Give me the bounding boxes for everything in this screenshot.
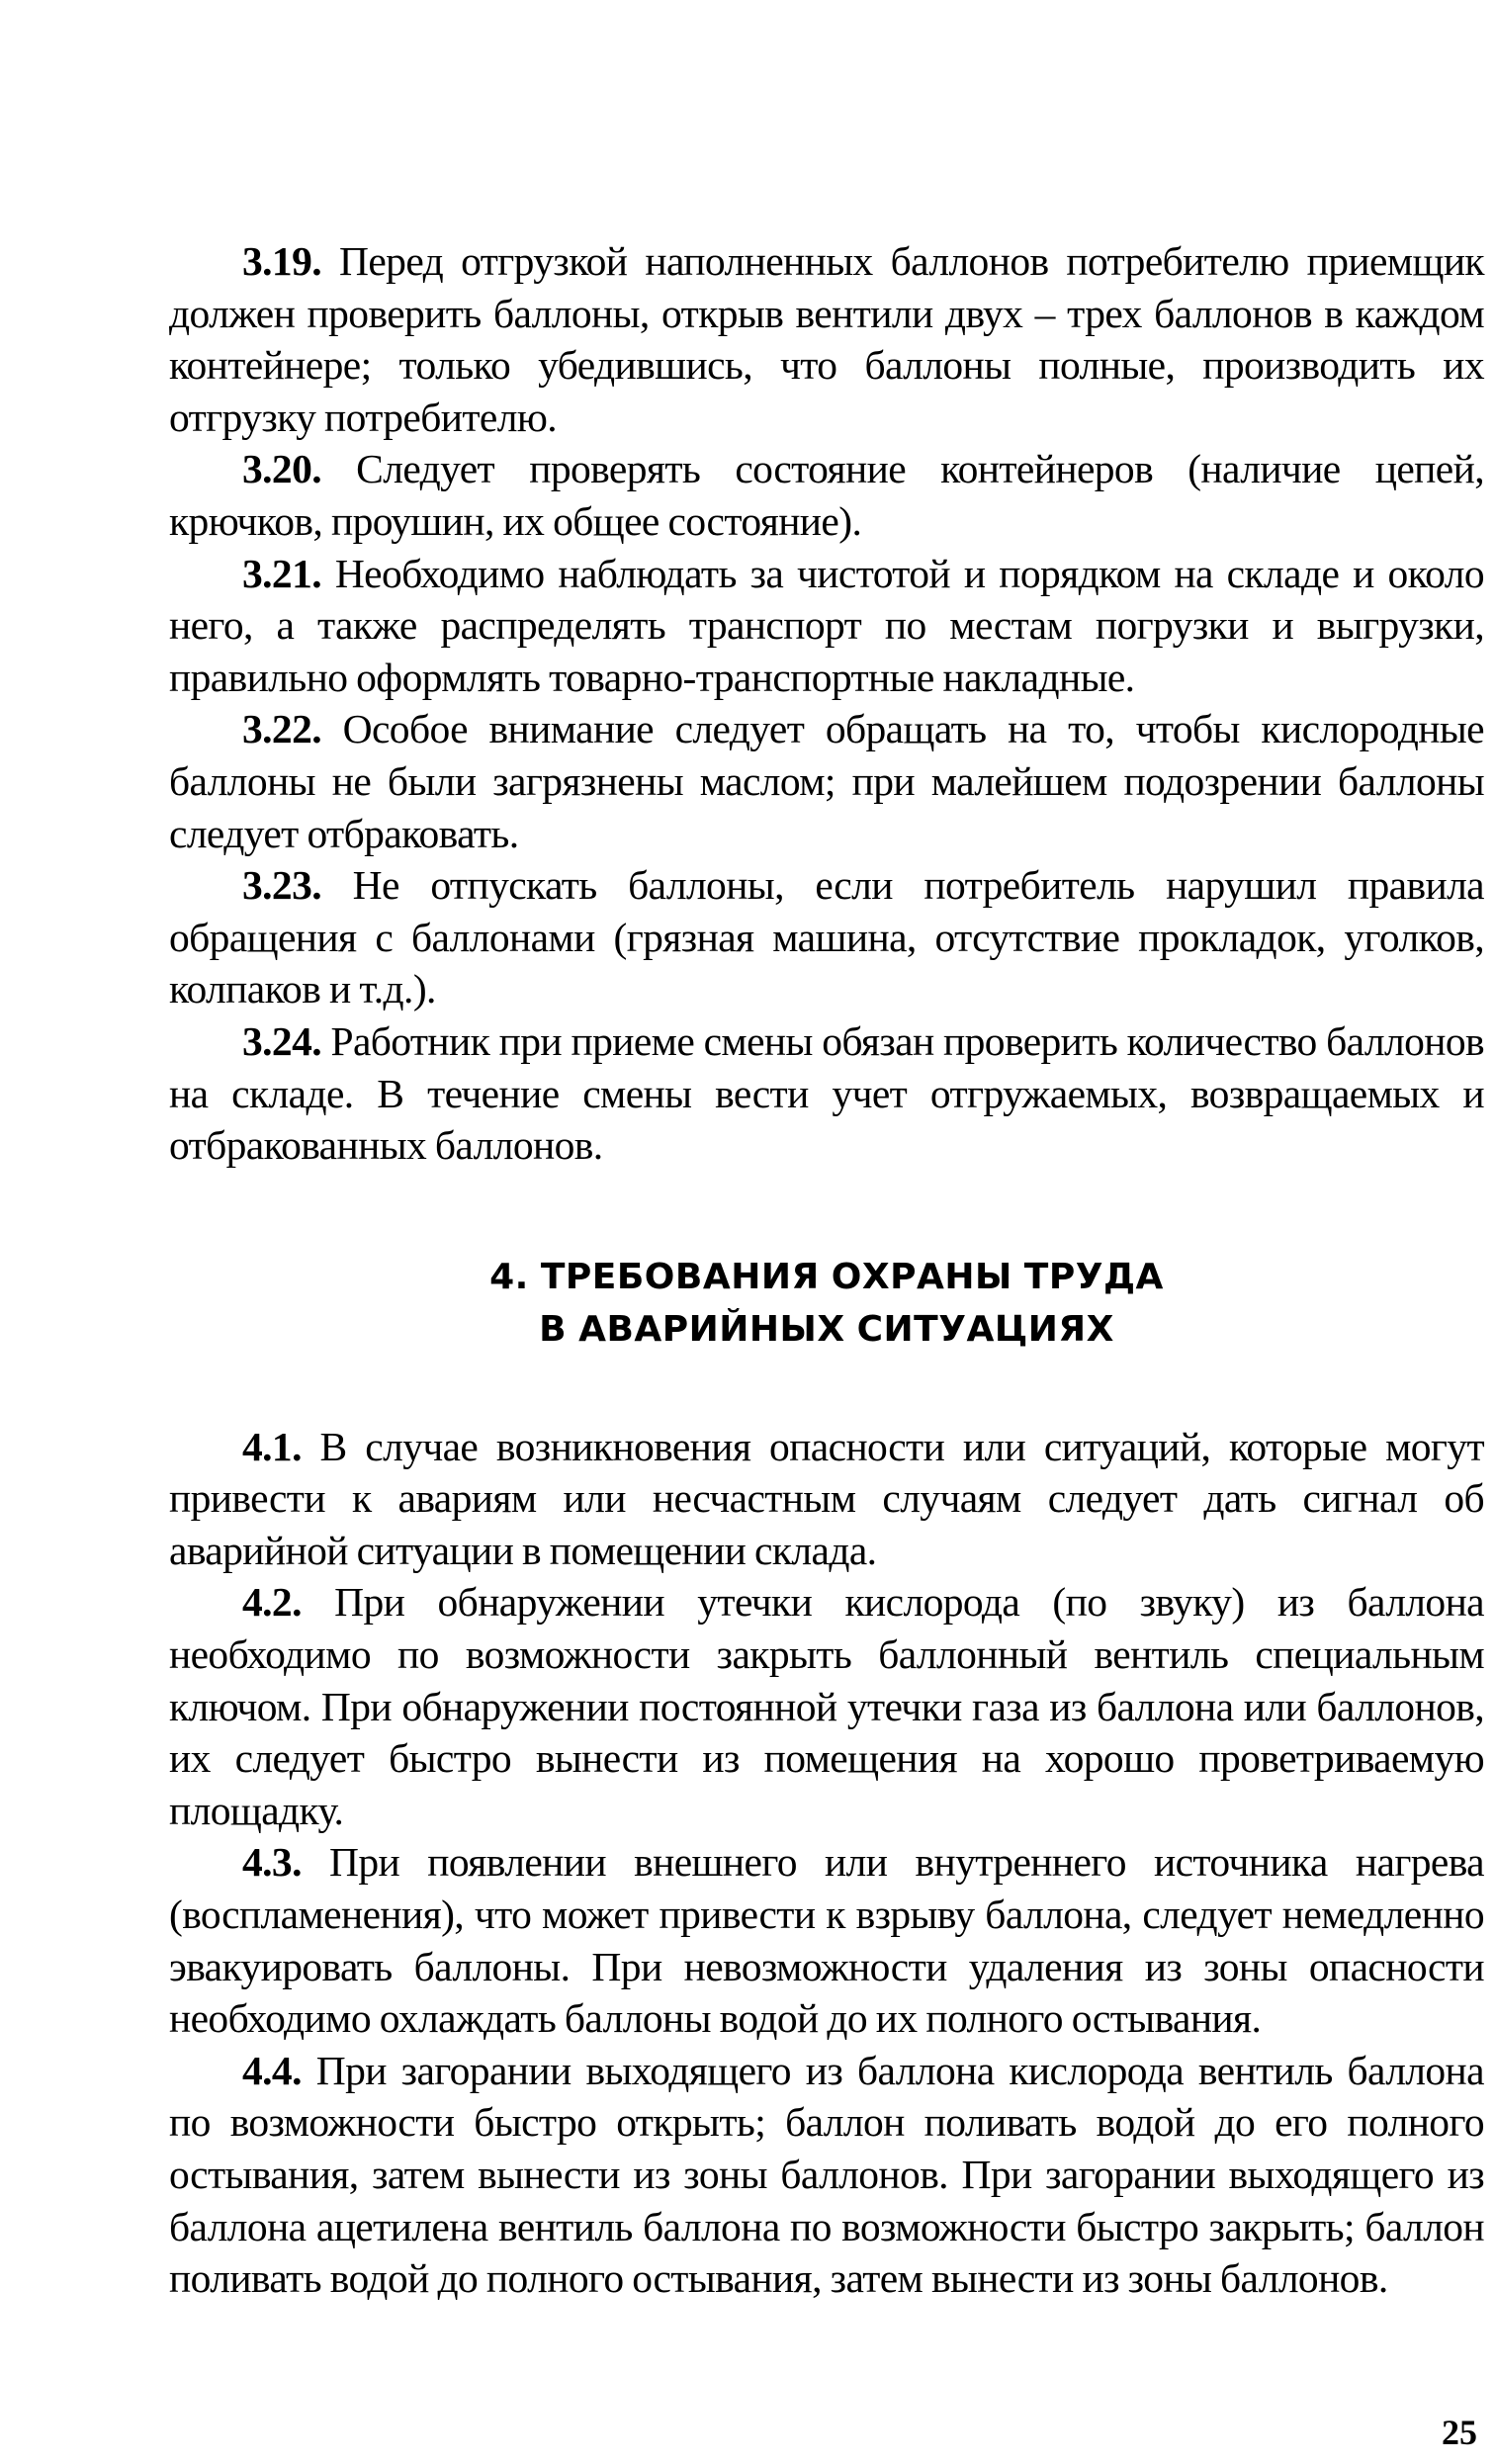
paragraph-number: 4.2. xyxy=(242,1579,302,1626)
paragraph-number: 3.22. xyxy=(242,706,322,752)
paragraph-number: 4.4. xyxy=(242,2047,302,2093)
paragraph-number: 3.23. xyxy=(242,862,322,909)
paragraph-text: Не отпускать баллоны, если потребитель нарушил правила обращения с баллонами (грязная машина, отсутствие прокладок, уголков, колпаков и т.д.). xyxy=(169,862,1484,1012)
section-heading-line-1: 4. ТРЕБОВАНИЯ ОХРАНЫ ТРУДА xyxy=(489,1256,1164,1297)
section-heading-line-2: В АВАРИЙНЫХ СИТУАЦИЯХ xyxy=(539,1308,1114,1350)
paragraph-text: В случае возникновения опасности или ситуаций, которые могут привести к авариям или несчастным случаям следует дать сигнал об аварийной ситуации в помещении склада. xyxy=(169,1423,1484,1573)
paragraph-number: 4.1. xyxy=(242,1423,302,1469)
paragraph-text: При обнаружении утечки кислорода (по звуку) из баллона необходимо по возможности закрыть баллонный вентиль специальным ключом. При обнаружении постоянной утечки газа из баллона или баллонов, их следует быстро вынести из помещения на хорошо проветриваемую площадку. xyxy=(169,1579,1484,1833)
paragraph-text: Перед отгрузкой наполненных баллонов потребителю приемщик должен проверить баллоны, открыв вентили двух – трех баллонов в каждом контейнере; только убедившись, что баллоны полные, производить их отгрузку потребителю. xyxy=(169,238,1484,440)
paragraph-3-22 xyxy=(169,703,1484,859)
paragraph-3-19 xyxy=(169,235,1484,443)
paragraph-number: 3.19. xyxy=(242,238,322,284)
paragraph-text: Особое внимание следует обращать на то, чтобы кислородные баллоны не были загрязнены маслом; при малейшем подозрении баллоны следует отбраковать. xyxy=(169,706,1484,856)
paragraph-number: 3.21. xyxy=(242,550,322,596)
paragraph-text: Работник при приеме смены обязан проверить количество баллонов на складе. В течение смены вести учет отгружаемых, возвращаемых и отбракованных баллонов. xyxy=(169,1017,1484,1169)
paragraph-3-24 xyxy=(169,1015,1484,1172)
paragraph-4-4 xyxy=(169,2045,1484,2305)
paragraph-text: При появлении внешнего или внутреннего источника нагрева (воспламенения), что может привести к взрыву баллона, следует немедленно эвакуировать баллоны. При невозможности удаления из зоны опасности необходимо охлаждать баллоны водой до их полного остывания. xyxy=(169,1839,1484,2042)
paragraph-number: 4.3. xyxy=(242,1839,302,1886)
section-heading xyxy=(169,1251,1484,1356)
paragraph-4-3 xyxy=(169,1836,1484,2044)
paragraph-number: 3.24. xyxy=(242,1017,322,1064)
paragraph-3-23 xyxy=(169,859,1484,1015)
paragraph-text: При загорании выходящего из баллона кислорода вентиль баллона по возможности быстро открыть; баллон поливать водой до его полного остывания, затем вынести из зоны баллонов. При загорании выходящего из баллона ацетилена вентиль баллона по возможности быстро закрыть; баллон поливать водой до полного остывания, затем вынести из зоны баллонов. xyxy=(169,2047,1484,2302)
paragraph-4-1 xyxy=(169,1421,1484,1577)
paragraph-3-20 xyxy=(169,443,1484,547)
paragraph-3-21 xyxy=(169,548,1484,704)
page-body xyxy=(169,235,1484,2305)
paragraph-4-2 xyxy=(169,1576,1484,1836)
paragraph-text: Необходимо наблюдать за чистотой и порядком на складе и около него, а также распределять транспорт по местам погрузки и выгрузки, правильно оформлять товарно-транспортные накладные. xyxy=(169,550,1484,700)
page-number: 25 xyxy=(1442,2413,1477,2452)
paragraph-number: 3.20. xyxy=(242,446,322,492)
paragraph-text: Следует проверять состояние контейнеров (наличие цепей, крючков, проушин, их общее состояние). xyxy=(169,446,1484,544)
